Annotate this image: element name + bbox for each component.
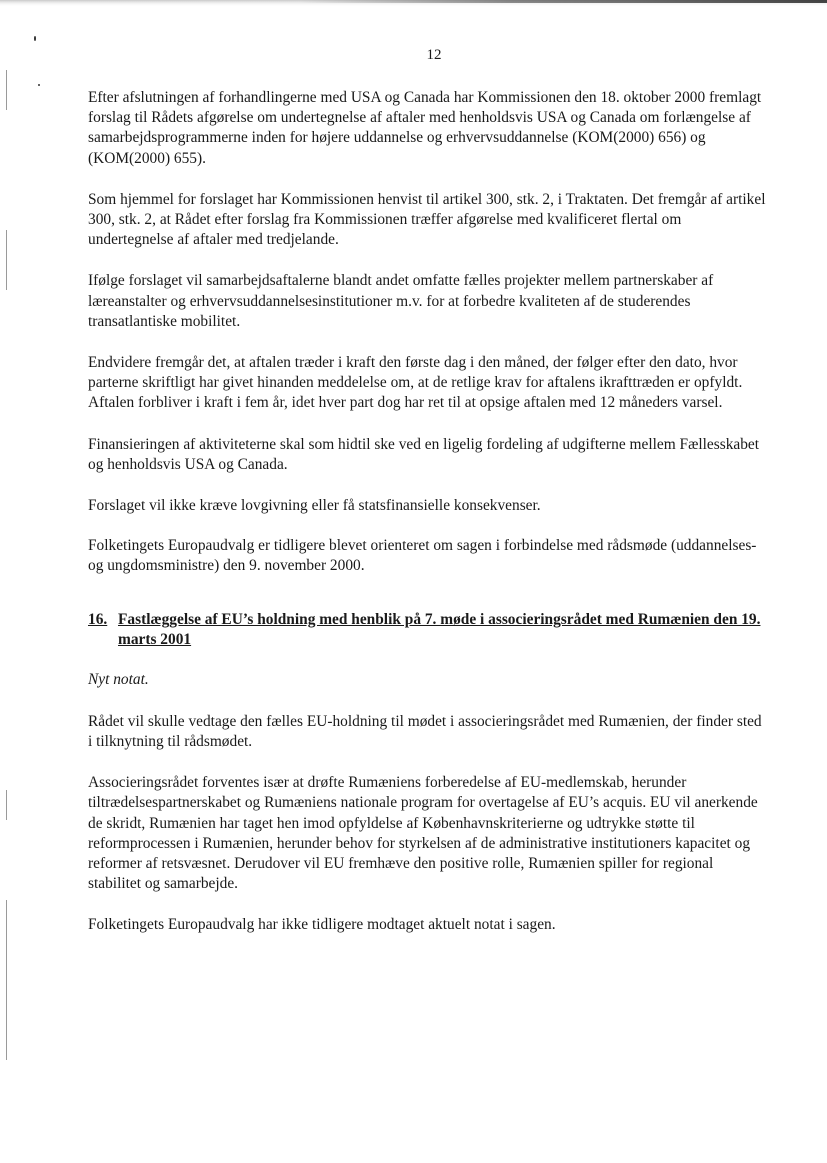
paragraph: Associeringsrådet forventes især at drøfte Rumæniens forberedelse af EU-medlemskab, herunder tiltrædelsespartnerskabet og Rumæniens nationale program for overtagelse af EU’s acquis. EU vil anerkende de skridt, Rumænien har taget hen imod opfyldelse af Københavnskriterierne og udtrykke støtte til reformprocessen i Rumænien, herunder behov for styrkelsen af de administrative institutioners kapacitet og reformer af retsvæsnet. Derudover vil EU fremhæve den positive rolle, Rumænien spiller for regional stabilitet og samarbejde. [88, 774, 758, 893]
paragraph: Forslaget vil ikke kræve lovgivning eller få statsfinansielle konsekvenser. [88, 497, 541, 515]
scan-margin-line [6, 70, 7, 110]
section-heading [88, 610, 768, 650]
document-body [88, 88, 768, 957]
scan-margin-line [6, 230, 7, 290]
section-title: Fastlæggelse af EU’s holdning med henblik på 7. møde i associeringsrådet med Rumænien den 19. marts 2001 [118, 610, 761, 648]
scan-speck [38, 84, 40, 86]
paragraph: Endvidere fremgår det, at aftalen træder i kraft den første dag i den måned, der følger efter den dato, hvor parterne skriftligt har givet hinanden meddelelse om, at de retlige krav for aftalens ikrafttræden er opfyldt. Aftalen forbliver i kraft i fem år, idet hver part dog har ret til at opsige aftalen med 12 måneders varsel. [88, 354, 743, 412]
scan-speck [34, 36, 36, 41]
scan-margin-line [6, 790, 7, 820]
paragraph: Folketingets Europaudvalg er tidligere blevet orienteret om sagen i forbindelse med rådsmøde (uddannelses- og ungdomsministre) den 9. november 2000. [88, 537, 757, 575]
page-number: 12 [426, 47, 442, 63]
section-number: 16. [88, 610, 108, 628]
paragraph: Ifølge forslaget vil samarbejdsaftalerne blandt andet omfatte fælles projekter mellem partnerskaber af læreanstalter og erhvervsuddannelsesinstitutioner m.v. for at forbedre kvaliteten af de studerendes transatlantiske mobilitet. [88, 272, 714, 330]
paragraph: Finansieringen af aktiviteterne skal som hidtil ske ved en ligelig fordeling af udgifterne mellem Fællesskabet og henholdsvis USA og Canada. [88, 435, 760, 473]
scan-margin-line [6, 900, 7, 1060]
scan-edge-dark [300, 0, 827, 3]
paragraph: Efter afslutningen af forhandlingerne med USA og Canada har Kommissionen den 18. oktober 2000 fremlagt forslag til Rådets afgørelse om undertegnelse af aftaler med henholdsvis USA og Canada om forlængelse af samarbejdsprogrammerne inden for højere uddannelse og erhvervsuddannelse (KOM(2000) 656) og (KOM(2000) 655). [88, 89, 762, 167]
paragraph: Rådet vil skulle vedtage den fælles EU-holdning til mødet i associeringsrådet med Rumænien, der finder sted i tilknytning til rådsmødet. [88, 712, 762, 751]
section-note: Nyt notat. [88, 670, 149, 688]
paragraph: Som hjemmel for forslaget har Kommissionen henvist til artikel 300, stk. 2, i Traktaten. Det fremgår af artikel 300, stk. 2, at Rådet efter forslag fra Kommissionen træffer afgørelse med kvalificeret flertal om undertegnelse af aftaler med tredjelande. [88, 190, 766, 249]
paragraph: Folketingets Europaudvalg har ikke tidligere modtaget aktuelt notat i sagen. [88, 916, 556, 934]
